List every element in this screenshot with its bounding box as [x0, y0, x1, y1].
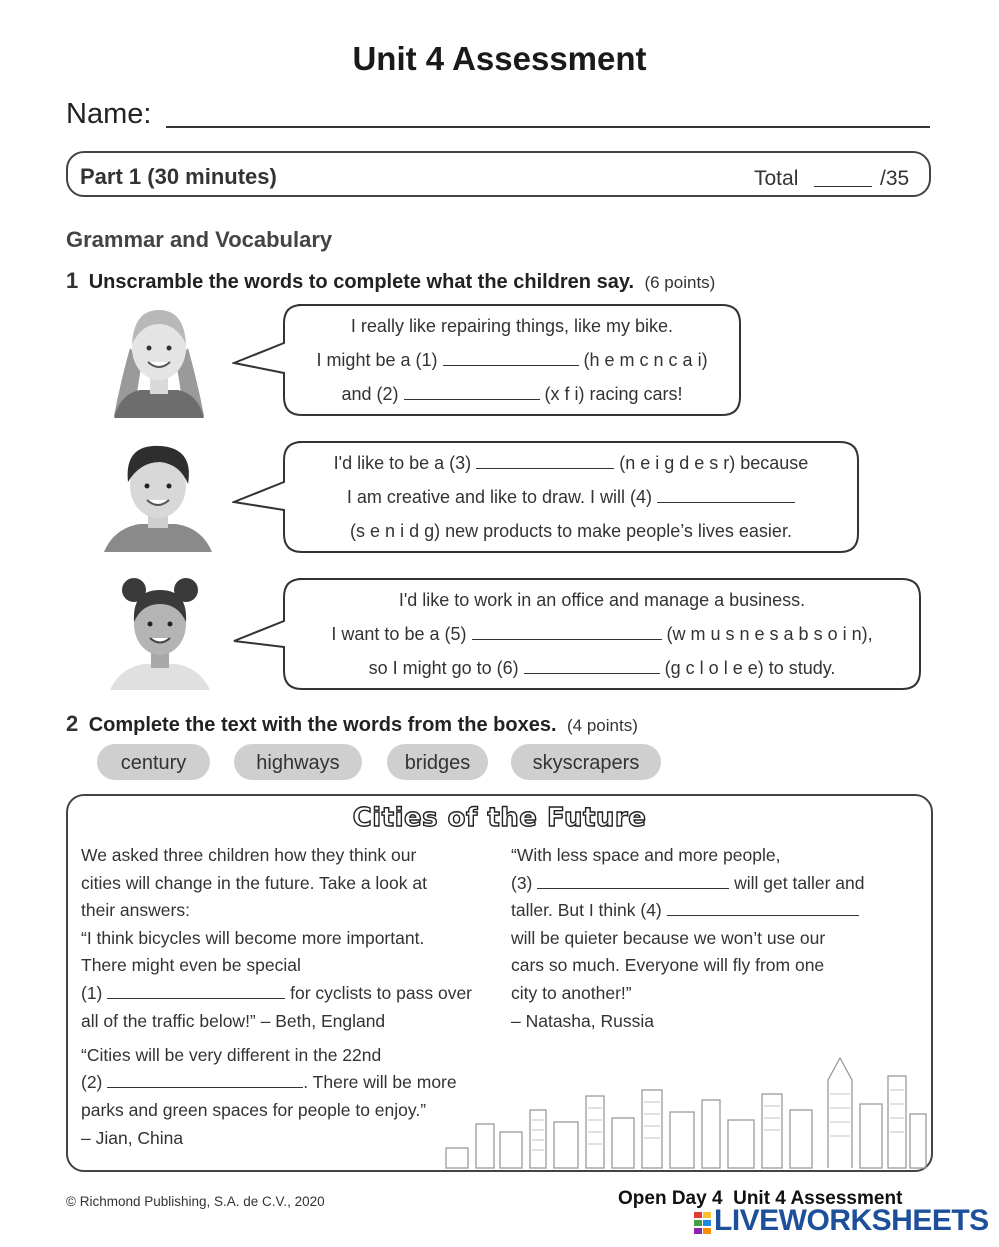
answer-blank-5[interactable] — [472, 625, 662, 640]
q1-number: 1 — [66, 268, 79, 293]
city-skyline-image — [436, 1050, 930, 1170]
answer-blank-3[interactable] — [476, 454, 614, 469]
answer-blank-1[interactable] — [443, 351, 579, 366]
q2-heading — [66, 711, 638, 737]
word-chip-skyscrapers[interactable]: skyscrapers — [511, 744, 661, 780]
liveworksheets-brand[interactable]: LIVEWORKSHEETS — [714, 1204, 989, 1237]
text-left-line-9-post: . There will be more — [303, 1072, 457, 1092]
text-left-line-3: their answers: — [81, 900, 190, 920]
text-blank-1[interactable] — [107, 984, 285, 999]
text-right-line-5: cars so much. Everyone will fly from one — [511, 955, 825, 975]
text-right-line-7: – Natasha, Russia — [511, 1011, 654, 1031]
answer-blank-4[interactable] — [657, 488, 795, 503]
bubble-1-line-3-post: (x f i) racing cars! — [544, 384, 683, 404]
page-title: Unit 4 Assessment — [352, 40, 647, 77]
bubble-1-line-2-pre: I might be a (1) — [316, 350, 438, 370]
text-right-line-6: city to another!” — [511, 983, 632, 1003]
total-score-field[interactable] — [814, 186, 872, 187]
text-left-line-9 — [81, 1069, 457, 1097]
text-left-line-1: We asked three children how they think our — [81, 845, 417, 865]
text-left-line-9-pre: (2) — [81, 1072, 103, 1092]
text-right-line-3 — [511, 897, 859, 925]
text-right-line-2-pre: (3) — [511, 873, 533, 893]
bubble-3-text — [284, 579, 920, 691]
bubble-2-text — [284, 442, 858, 554]
q2-points: (4 points) — [567, 716, 638, 735]
text-left-line-6 — [81, 980, 472, 1008]
bubble-3-line-1: I'd like to work in an office and manage a business. — [398, 590, 806, 610]
text-left-line-2: cities will change in the future. Take a look at — [81, 873, 427, 893]
text-left-line-5: There might even be special — [81, 955, 301, 975]
text-right-line-4: will be quieter because we won’t use our — [511, 928, 826, 948]
bubble-1-line-3-pre: and (2) — [341, 384, 399, 404]
q1-points: (6 points) — [644, 273, 716, 292]
text-left-line-6-post: for cyclists to pass over — [290, 983, 473, 1003]
bubble-1-line-1: I really like repairing things, like my bike. — [350, 316, 674, 336]
bubble-1-line-2 — [284, 350, 740, 371]
boy-image — [100, 440, 216, 552]
bubble-2-line-1-post: (n e i g d e s r) because — [619, 453, 809, 473]
girl-buns-image — [108, 576, 212, 690]
bubble-1-line-2-post: (h e m c n c a i) — [583, 350, 708, 370]
section-title: Grammar and Vocabulary — [66, 227, 333, 252]
text-blank-2[interactable] — [107, 1073, 303, 1088]
text-left-line-4: “I think bicycles will become more important. — [81, 928, 425, 948]
word-chip-century[interactable]: century — [97, 744, 210, 780]
part-title: Part 1 (30 minutes) — [80, 164, 277, 189]
bubble-3-line-2-pre: I want to be a (5) — [331, 624, 467, 644]
text-left-line-11: – Jian, China — [81, 1128, 184, 1148]
text-left-line-6-pre: (1) — [81, 983, 103, 1003]
bubble-3-line-3-post: (g c l o l e e) to study. — [664, 658, 836, 678]
copyright: © Richmond Publishing, S.A. de C.V., 2020 — [66, 1194, 325, 1209]
q2-instruction: Complete the text with the words from the boxes. — [88, 714, 557, 736]
text-left-line-8: “Cities will be very different in the 22nd — [81, 1045, 382, 1065]
text-right-line-2-post: will get taller and — [734, 873, 865, 893]
bubble-3-line-3-pre: so I might go to (6) — [368, 658, 519, 678]
bubble-2-line-1-pre: I'd like to be a (3) — [333, 453, 472, 473]
cities-title: Cities of the Future — [352, 803, 647, 833]
bubble-2-line-3: (s e n i d g) new products to make people’s lives easier. — [350, 521, 792, 541]
bubble-2-line-1 — [284, 453, 858, 474]
bubble-1-line-3 — [284, 384, 740, 405]
bubble-3-line-2-post: (w m u s n e s a b s o i n), — [666, 624, 873, 644]
q1-instruction: Unscramble the words to complete what the children say. — [88, 271, 635, 293]
girl-braids-image — [100, 304, 218, 418]
name-field[interactable] — [166, 126, 930, 128]
bubble-2-line-2 — [284, 487, 858, 508]
text-blank-4[interactable] — [667, 901, 859, 916]
answer-blank-6[interactable] — [524, 659, 660, 674]
text-right-line-3-pre: taller. But I think (4) — [511, 900, 662, 920]
text-right-line-2 — [511, 870, 865, 898]
text-left-line-7: all of the traffic below!” – Beth, England — [81, 1011, 386, 1031]
text-right-line-1: “With less space and more people, — [511, 845, 781, 865]
liveworksheets-logo-icon — [694, 1212, 712, 1234]
total-label: Total — [754, 167, 799, 190]
word-chip-highways[interactable]: highways — [234, 744, 362, 780]
total-max: /35 — [880, 167, 910, 190]
bubble-3-line-3 — [284, 658, 920, 679]
text-blank-3[interactable] — [537, 874, 729, 889]
answer-blank-2[interactable] — [404, 385, 540, 400]
bubble-2-line-2-pre: I am creative and like to draw. I will (4) — [346, 487, 653, 507]
q2-number: 2 — [66, 711, 79, 736]
text-left-line-10: parks and green spaces for people to enjoy.” — [81, 1100, 427, 1120]
bubble-1-text — [284, 305, 740, 417]
name-label: Name: — [66, 98, 152, 130]
q1-heading — [66, 268, 715, 294]
word-chip-bridges[interactable]: bridges — [387, 744, 488, 780]
bubble-3-line-2 — [284, 624, 920, 645]
footer-unit-label: Open Day 4 Unit 4 Assessment — [618, 1188, 903, 1209]
